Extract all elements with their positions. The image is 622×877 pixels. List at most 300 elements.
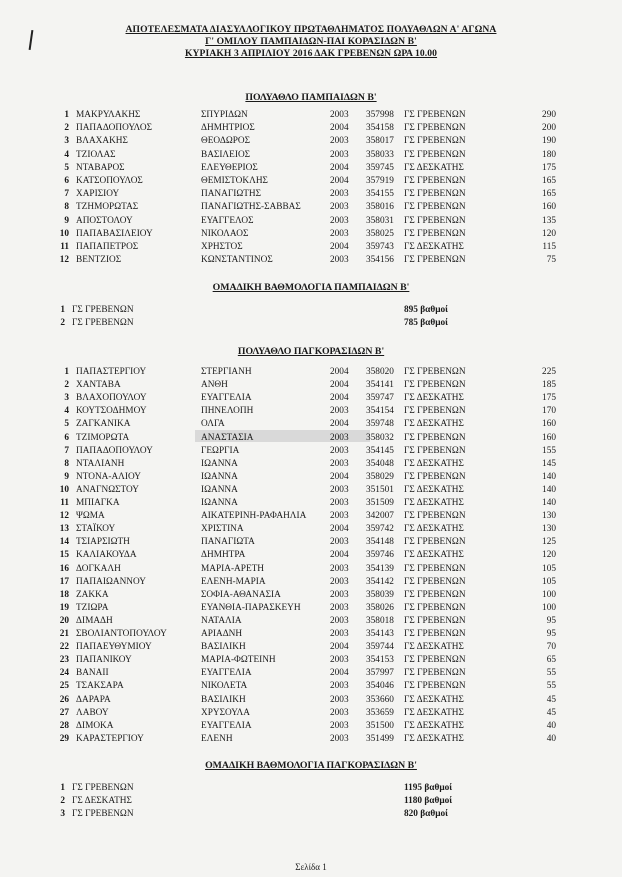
- cell-club: ΓΣ ΓΡΕΒΕΝΩΝ: [404, 406, 466, 417]
- cell-id: 354145: [366, 445, 394, 456]
- cell-rank: 11: [60, 242, 69, 252]
- cell-club: ΓΣ ΓΡΕΒΕΝΩΝ: [404, 589, 466, 600]
- cell-id: 354148: [366, 537, 394, 548]
- cell-club: ΓΣ ΔΕΣΚΑΤΗΣ: [404, 550, 464, 561]
- cell-year: 2003: [330, 255, 349, 266]
- cell-club: ΓΣ ΔΕΣΚΑΤΗΣ: [404, 393, 464, 404]
- table-row: [0, 510, 622, 522]
- cell-surname: ΖΑΓΚΑΝΙΚΑ: [76, 419, 131, 430]
- cell-rank: 25: [59, 681, 69, 692]
- cell-surname: ΨΩΜΑ: [76, 511, 105, 522]
- cell-name: ΕΥΑΝΘΙΑ-ΠΑΡΑΣΚΕΥΗ: [201, 602, 301, 613]
- cell-rank: 6: [64, 432, 69, 443]
- cell-club: ΓΣ ΓΡΕΒΕΝΩΝ: [404, 602, 466, 613]
- cell-year: 2004: [330, 123, 349, 134]
- cell-points: 130: [542, 511, 556, 522]
- cell-rank: 18: [59, 589, 69, 600]
- cell-name: ΣΤΕΡΓΙΑΝΗ: [201, 367, 252, 377]
- cell-id: 354155: [366, 189, 394, 200]
- cell-year: 2004: [330, 367, 349, 377]
- cell-club: ΓΣ ΓΡΕΒΕΝΩΝ: [404, 189, 466, 200]
- cell-name: ΒΑΣΙΛΕΙΟΣ: [201, 149, 251, 160]
- cell-points: 185: [542, 380, 556, 391]
- cell-name: ΔΗΜΗΤΡΑ: [201, 550, 246, 561]
- cell-rank: 8: [64, 202, 69, 213]
- cell-points: 140: [542, 484, 556, 495]
- cell-name: ΓΕΩΡΓΙΑ: [201, 445, 240, 456]
- cell-rank: 23: [59, 655, 69, 666]
- cell-surname: ΜΠΙΑΓΚΑ: [76, 498, 120, 508]
- table-row: [0, 654, 622, 666]
- cell-surname: ΜΑΚΡΥΛΑΚΗΣ: [76, 110, 141, 120]
- cell-name: ΣΟΦΙΑ-ΑΘΑΝΑΣΙΑ: [201, 589, 281, 600]
- cell-surname: ΠΑΠΑΝΙΚΟΥ: [76, 655, 132, 666]
- cell-name: ΠΑΝΑΓΙΩΤΗΣ-ΣΑΒΒΑΣ: [201, 202, 301, 213]
- team-cell-rank: 3: [60, 809, 65, 819]
- table-row: [0, 432, 622, 444]
- cell-year: 2003: [330, 189, 349, 200]
- table-row: [0, 405, 622, 417]
- cell-points: 100: [542, 602, 556, 613]
- cell-id: 354142: [366, 576, 394, 587]
- cell-rank: 8: [64, 458, 69, 469]
- cell-id: 358016: [366, 202, 394, 213]
- cell-name: ΜΑΡΙΑ-ΦΩΤΕΙΝΗ: [201, 655, 276, 666]
- cell-club: ΓΣ ΓΡΕΒΕΝΩΝ: [404, 136, 466, 147]
- table-row: [0, 628, 622, 640]
- table-row: [0, 484, 622, 496]
- girls-team-title: ΟΜΑΔΙΚΗ ΒΑΘΜΟΛΟΓΙΑ ΠΑΓΚΟΡΑΣΙΔΩΝ Β': [205, 760, 417, 771]
- table-row: [0, 392, 622, 404]
- cell-club: ΓΣ ΓΡΕΒΕΝΩΝ: [404, 445, 466, 456]
- team-cell-rank: 2: [60, 796, 65, 806]
- cell-points: 160: [542, 432, 556, 443]
- cell-surname: ΤΖΗΜΟΡΩΤΑΣ: [76, 202, 139, 213]
- cell-name: ΘΕΜΙΣΤΟΚΛΗΣ: [201, 176, 268, 186]
- cell-year: 2003: [330, 720, 349, 731]
- cell-rank: 17: [59, 576, 69, 587]
- cell-id: 358017: [366, 136, 394, 147]
- cell-id: 358018: [366, 615, 394, 626]
- cell-year: 2003: [330, 149, 349, 160]
- cell-rank: 4: [64, 406, 69, 417]
- cell-surname: ΚΑΛΙΑΚΟΥΔΑ: [76, 550, 137, 561]
- cell-id: 351501: [366, 484, 394, 495]
- cell-name: ΧΡΥΣΟΥΛΑ: [201, 707, 250, 718]
- table-row: [0, 162, 622, 174]
- header-line-1: ΑΠΟΤΕΛΕΣΜΑΤΑ ΔΙΑΣΥΛΛΟΓΙΚΟΥ ΠΡΩΤΑΘΛΗΜΑΤΟΣ ΠΟΛΥΑΘΛΩΝ Α' ΑΓΩΝΑ: [125, 24, 497, 35]
- cell-year: 2003: [330, 458, 349, 469]
- cell-id: 354046: [366, 681, 394, 692]
- cell-surname: ΝΤΟΝΑ-ΑΛΙΟΥ: [76, 471, 141, 482]
- cell-name: ΚΩΝΣΤΑΝΤΙΝΟΣ: [201, 255, 273, 266]
- cell-rank: 24: [59, 668, 69, 679]
- cell-name: ΧΡΙΣΤΙΝΑ: [201, 524, 244, 535]
- cell-id: 358029: [366, 471, 394, 482]
- cell-surname: ΔΙΜΑΔΗ: [76, 615, 113, 626]
- cell-rank: 7: [64, 445, 69, 456]
- cell-points: 120: [542, 228, 556, 239]
- cell-name: ΙΩΑΝΝΑ: [201, 498, 238, 508]
- cell-points: 45: [546, 707, 556, 718]
- cell-surname: ΔΑΡΑΡΑ: [76, 694, 111, 705]
- cell-name: ΙΩΑΝΝΑ: [201, 471, 238, 482]
- cell-id: 354048: [366, 458, 394, 469]
- cell-rank: 27: [59, 707, 69, 718]
- cell-id: 353659: [366, 707, 394, 718]
- cell-rank: 12: [59, 511, 69, 522]
- cell-id: 358039: [366, 589, 394, 600]
- cell-year: 2003: [330, 228, 349, 239]
- cell-year: 2003: [330, 484, 349, 495]
- table-row: [0, 379, 622, 391]
- cell-points: 145: [542, 458, 556, 469]
- table-row: [0, 228, 622, 240]
- cell-surname: ΠΑΠΑΕΥΘΥΜΙΟΥ: [76, 642, 152, 653]
- table-row: [0, 694, 622, 706]
- cell-points: 125: [542, 537, 556, 548]
- cell-surname: ΑΝΑΓΝΩΣΤΟΥ: [76, 484, 140, 495]
- cell-rank: 16: [59, 563, 69, 574]
- table-row: [0, 563, 622, 575]
- cell-surname: ΤΖΙΟΛΑΣ: [76, 149, 116, 160]
- cell-club: ΓΣ ΔΕΣΚΑΤΗΣ: [404, 419, 464, 430]
- cell-year: 2003: [330, 511, 349, 522]
- cell-name: ΕΥΑΓΓΕΛΙΑ: [201, 720, 252, 731]
- team-row: [0, 795, 622, 807]
- cell-club: ΓΣ ΔΕΣΚΑΤΗΣ: [404, 498, 464, 508]
- cell-surname: ΠΑΠΑΒΑΣΙΛΕΙΟΥ: [76, 228, 153, 239]
- cell-surname: ΝΤΑΛΙΑΝΗ: [76, 458, 125, 469]
- cell-points: 55: [546, 668, 556, 679]
- table-row: [0, 641, 622, 653]
- cell-name: ΧΡΗΣΤΟΣ: [201, 242, 243, 252]
- cell-surname: ΠΑΠΑΠΕΤΡΟΣ: [76, 242, 139, 252]
- table-row: [0, 458, 622, 470]
- cell-year: 2003: [330, 445, 349, 456]
- cell-name: ΝΙΚΟΛΑΟΣ: [201, 228, 249, 239]
- cell-year: 2003: [330, 602, 349, 613]
- cell-surname: ΔΟΓΚΑΛΗ: [76, 563, 121, 574]
- cell-year: 2003: [330, 733, 349, 744]
- cell-id: 353660: [366, 694, 394, 705]
- cell-name: ΠΗΝΕΛΟΠΗ: [201, 406, 254, 417]
- cell-club: ΓΣ ΔΕΣΚΑΤΗΣ: [404, 162, 464, 173]
- cell-rank: 22: [59, 642, 69, 653]
- table-row: [0, 497, 622, 509]
- cell-year: 2004: [330, 524, 349, 535]
- cell-id: 357919: [366, 176, 394, 186]
- cell-id: 358031: [366, 215, 394, 226]
- cell-club: ΓΣ ΔΕΣΚΑΤΗΣ: [404, 707, 464, 718]
- team-cell-points: 1180 βαθμοί: [404, 796, 453, 806]
- team-cell-points: 895 βαθμοί: [404, 305, 449, 315]
- cell-points: 290: [542, 110, 556, 120]
- cell-points: 55: [546, 681, 556, 692]
- cell-surname: ΠΑΠΑΙΩΑΝΝΟΥ: [76, 576, 146, 587]
- cell-surname: ΧΑΝΤΑΒΑ: [76, 380, 121, 391]
- cell-year: 2003: [330, 589, 349, 600]
- team-cell-club: ΓΣ ΔΕΣΚΑΤΗΣ: [72, 796, 132, 806]
- cell-id: 359742: [366, 524, 394, 535]
- cell-club: ΓΣ ΓΡΕΒΕΝΩΝ: [404, 563, 466, 574]
- cell-id: 359744: [366, 642, 394, 653]
- cell-points: 175: [542, 162, 556, 173]
- table-row: [0, 615, 622, 627]
- cell-rank: 1: [64, 110, 69, 120]
- cell-id: 359747: [366, 393, 394, 404]
- cell-points: 170: [542, 406, 556, 417]
- cell-rank: 7: [64, 189, 69, 200]
- cell-id: 354153: [366, 655, 394, 666]
- team-row: [0, 808, 622, 820]
- cell-club: ΓΣ ΓΡΕΒΕΝΩΝ: [404, 537, 466, 548]
- table-row: [0, 720, 622, 732]
- cell-club: ΓΣ ΓΡΕΒΕΝΩΝ: [404, 668, 466, 679]
- cell-id: 359748: [366, 419, 394, 430]
- cell-name: ΘΕΟΔΩΡΟΣ: [201, 136, 251, 147]
- cell-rank: 29: [59, 733, 69, 744]
- cell-rank: 5: [64, 162, 69, 173]
- cell-id: 351500: [366, 720, 394, 731]
- cell-points: 140: [542, 498, 556, 508]
- cell-club: ΓΣ ΔΕΣΚΑΤΗΣ: [404, 242, 464, 252]
- team-cell-points: 1195 βαθμοί: [404, 783, 453, 793]
- table-row: [0, 175, 622, 187]
- cell-surname: ΣΒΟΛΙΑΝΤΟΠΟΥΛΟΥ: [76, 629, 167, 639]
- cell-club: ΓΣ ΔΕΣΚΑΤΗΣ: [404, 458, 464, 469]
- cell-rank: 9: [64, 471, 69, 482]
- cell-name: ΑΝΑΣΤΑΣΙΑ: [201, 432, 254, 443]
- table-row: [0, 215, 622, 227]
- cell-rank: 28: [59, 720, 69, 731]
- cell-points: 120: [542, 550, 556, 561]
- cell-year: 2004: [330, 162, 349, 173]
- team-row: [0, 304, 622, 316]
- cell-surname: ΠΑΠΑΣΤΕΡΓΙΟΥ: [76, 367, 147, 377]
- cell-club: ΓΣ ΓΡΕΒΕΝΩΝ: [404, 629, 466, 639]
- header-line-2: Γ' ΟΜΙΛΟΥ ΠΑΜΠΑΙΔΩΝ-ΠΑΙ ΚΟΡΑΣΙΔΩΝ Β': [205, 36, 417, 47]
- table-row: [0, 254, 622, 266]
- cell-points: 180: [542, 149, 556, 160]
- cell-name: ΕΛΕΝΗ: [201, 733, 233, 744]
- team-cell-club: ΓΣ ΓΡΕΒΕΝΩΝ: [72, 305, 134, 315]
- cell-surname: ΚΑΡΑΣΤΕΡΓΙΟΥ: [76, 733, 144, 744]
- cell-club: ΓΣ ΓΡΕΒΕΝΩΝ: [404, 576, 466, 587]
- table-row: [0, 149, 622, 161]
- cell-points: 140: [542, 471, 556, 482]
- cell-points: 115: [542, 242, 556, 252]
- cell-name: ΝΙΚΟΛΕΤΑ: [201, 681, 248, 692]
- cell-year: 2004: [330, 642, 349, 653]
- table-row: [0, 733, 622, 745]
- cell-rank: 6: [64, 176, 69, 186]
- cell-id: 354143: [366, 629, 394, 639]
- cell-rank: 21: [59, 629, 69, 639]
- cell-club: ΓΣ ΔΕΣΚΑΤΗΣ: [404, 524, 464, 535]
- cell-points: 175: [542, 393, 556, 404]
- cell-id: 358026: [366, 602, 394, 613]
- cell-club: ΓΣ ΓΡΕΒΕΝΩΝ: [404, 681, 466, 692]
- table-row: [0, 589, 622, 601]
- cell-rank: 10: [59, 484, 69, 495]
- cell-surname: ΧΑΡΙΣΙΟΥ: [76, 189, 120, 200]
- cell-surname: ΒΕΝΤΖΙΟΣ: [76, 255, 122, 266]
- cell-surname: ΖΑΚΚΑ: [76, 589, 109, 600]
- cell-name: ΑΡΙΑΔΝΗ: [201, 629, 243, 639]
- cell-name: ΠΑΝΑΓΙΩΤΗΣ: [201, 189, 262, 200]
- cell-year: 2004: [330, 393, 349, 404]
- table-row: [0, 707, 622, 719]
- cell-rank: 14: [59, 537, 69, 548]
- cell-rank: 2: [64, 123, 69, 134]
- cell-points: 155: [542, 445, 556, 456]
- cell-surname: ΤΖΙΜΟΡΩΤΑ: [76, 432, 130, 443]
- cell-name: ΠΑΝΑΓΙΩΤΑ: [201, 537, 255, 548]
- cell-rank: 3: [64, 136, 69, 147]
- boys-section-title: ΠΟΛΥΑΘΛΟ ΠΑΜΠΑΙΔΩΝ Β': [245, 92, 377, 103]
- cell-name: ΣΠΥΡΙΔΩΝ: [201, 110, 248, 120]
- cell-rank: 15: [59, 550, 69, 561]
- cell-year: 2003: [330, 681, 349, 692]
- cell-club: ΓΣ ΓΡΕΒΕΝΩΝ: [404, 215, 466, 226]
- cell-rank: 5: [64, 419, 69, 430]
- cell-name: ΙΩΑΝΝΑ: [201, 458, 238, 469]
- table-row: [0, 576, 622, 588]
- cell-surname: ΤΣΑΚΣΑΡΑ: [76, 681, 124, 692]
- cell-club: ΓΣ ΔΕΣΚΑΤΗΣ: [404, 694, 464, 705]
- cell-year: 2003: [330, 202, 349, 213]
- team-cell-club: ΓΣ ΓΡΕΒΕΝΩΝ: [72, 318, 134, 328]
- table-row: [0, 188, 622, 200]
- team-cell-club: ΓΣ ΓΡΕΒΕΝΩΝ: [72, 783, 134, 793]
- cell-id: 357997: [366, 668, 394, 679]
- table-row: [0, 445, 622, 457]
- table-row: [0, 366, 622, 378]
- cell-surname: ΝΤΑΒΑΡΟΣ: [76, 162, 125, 173]
- cell-points: 105: [542, 563, 556, 574]
- cell-club: ΓΣ ΔΕΣΚΑΤΗΣ: [404, 733, 464, 744]
- cell-name: ΜΑΡΙΑ-ΑΡΕΤΗ: [201, 563, 265, 574]
- cell-points: 105: [542, 576, 556, 587]
- cell-id: 354158: [366, 123, 394, 134]
- table-row: [0, 667, 622, 679]
- cell-rank: 10: [59, 228, 69, 239]
- table-row: [0, 523, 622, 535]
- cell-rank: 19: [59, 602, 69, 613]
- cell-points: 160: [542, 202, 556, 213]
- cell-year: 2003: [330, 432, 349, 443]
- cell-name: ΝΑΤΑΛΙΑ: [201, 615, 242, 626]
- cell-points: 65: [546, 655, 556, 666]
- cell-club: ΓΣ ΔΕΣΚΑΤΗΣ: [404, 720, 464, 731]
- page-footer: Σελίδα 1: [295, 862, 327, 872]
- cell-rank: 4: [64, 149, 69, 160]
- cell-points: 130: [542, 524, 556, 535]
- girls-section-title: ΠΟΛΥΑΘΛΟ ΠΑΓΚΟΡΑΣΙΔΩΝ Β': [237, 346, 385, 357]
- cell-name: ΒΑΣΙΛΙΚΗ: [201, 642, 246, 653]
- cell-id: 354141: [366, 380, 394, 391]
- cell-points: 70: [546, 642, 556, 653]
- cell-points: 225: [542, 367, 556, 377]
- table-row: [0, 471, 622, 483]
- cell-club: ΓΣ ΔΕΣΚΑΤΗΣ: [404, 642, 464, 653]
- cell-surname: ΒΑΝΑΙΙ: [76, 668, 109, 679]
- cell-club: ΓΣ ΓΡΕΒΕΝΩΝ: [404, 202, 466, 213]
- cell-rank: 2: [64, 380, 69, 391]
- cell-id: 354156: [366, 255, 394, 266]
- cell-points: 95: [546, 629, 556, 639]
- team-cell-rank: 1: [60, 783, 65, 793]
- cell-rank: 3: [64, 393, 69, 404]
- cell-name: ΙΩΑΝΝΑ: [201, 484, 238, 495]
- cell-year: 2003: [330, 563, 349, 574]
- cell-name: ΑΙΚΑΤΕΡΙΝΗ-ΡΑΦΑΗΛΙΑ: [201, 511, 307, 522]
- cell-id: 351509: [366, 498, 394, 508]
- cell-year: 2003: [330, 406, 349, 417]
- cell-year: 2003: [330, 215, 349, 226]
- team-cell-rank: 2: [60, 318, 65, 328]
- cell-rank: 26: [59, 694, 69, 705]
- cell-points: 190: [542, 136, 556, 147]
- cell-surname: ΠΑΠΑΔΟΠΟΥΛΟΥ: [76, 445, 153, 456]
- cell-year: 2004: [330, 176, 349, 186]
- cell-points: 160: [542, 419, 556, 430]
- cell-id: 358020: [366, 367, 394, 377]
- cell-year: 2003: [330, 498, 349, 508]
- boys-team-title: ΟΜΑΔΙΚΗ ΒΑΘΜΟΛΟΓΙΑ ΠΑΜΠΑΙΔΩΝ Β': [212, 282, 410, 293]
- cell-club: ΓΣ ΓΡΕΒΕΝΩΝ: [404, 367, 466, 377]
- cell-points: 200: [542, 123, 556, 134]
- cell-year: 2003: [330, 629, 349, 639]
- cell-club: ΓΣ ΓΡΕΒΕΝΩΝ: [404, 615, 466, 626]
- cell-year: 2004: [330, 419, 349, 430]
- cell-points: 165: [542, 176, 556, 186]
- cell-name: ΕΥΑΓΓΕΛΙΑ: [201, 668, 252, 679]
- cell-points: 45: [546, 694, 556, 705]
- cell-rank: 9: [64, 215, 69, 226]
- cell-id: 359743: [366, 242, 394, 252]
- cell-surname: ΑΠΟΣΤΟΛΟΥ: [76, 215, 133, 226]
- table-row: [0, 549, 622, 561]
- cell-points: 100: [542, 589, 556, 600]
- cell-rank: 11: [60, 498, 69, 508]
- cell-rank: 20: [59, 615, 69, 626]
- cell-name: ΕΥΑΓΓΕΛΙΑ: [201, 393, 252, 404]
- cell-surname: ΠΑΠΑΔΟΠΟΥΛΟΣ: [76, 123, 153, 134]
- cell-name: ΑΝΘΗ: [201, 380, 228, 391]
- table-row: [0, 602, 622, 614]
- cell-surname: ΣΤΑΪΚΟΥ: [76, 524, 116, 535]
- cell-rank: 13: [59, 524, 69, 535]
- cell-year: 2003: [330, 615, 349, 626]
- cell-surname: ΛΑΒΟΥ: [76, 707, 109, 718]
- cell-id: 359746: [366, 550, 394, 561]
- cell-club: ΓΣ ΓΡΕΒΕΝΩΝ: [404, 255, 466, 266]
- cell-id: 358025: [366, 228, 394, 239]
- cell-year: 2003: [330, 694, 349, 705]
- cell-points: 165: [542, 189, 556, 200]
- cell-id: 358033: [366, 149, 394, 160]
- cell-year: 2003: [330, 707, 349, 718]
- cell-name: ΔΗΜΗΤΡΙΟΣ: [201, 123, 255, 134]
- cell-club: ΓΣ ΓΡΕΒΕΝΩΝ: [404, 655, 466, 666]
- cell-year: 2004: [330, 242, 349, 252]
- team-cell-club: ΓΣ ΓΡΕΒΕΝΩΝ: [72, 809, 134, 819]
- cell-id: 359745: [366, 162, 394, 173]
- cell-id: 342007: [366, 511, 394, 522]
- cell-points: 135: [542, 215, 556, 226]
